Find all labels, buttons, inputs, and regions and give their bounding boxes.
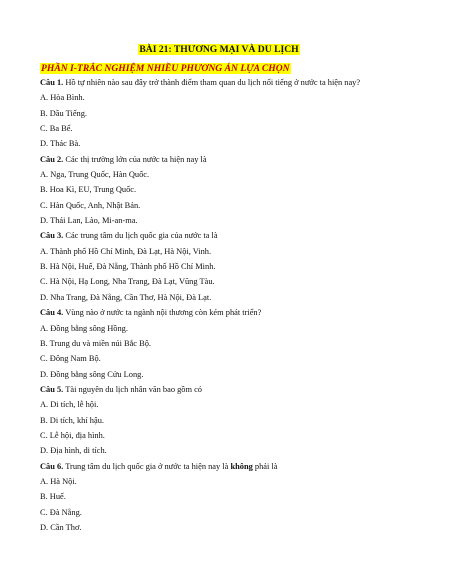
question-5-option-b: B. Di tích, khí hậu.	[40, 415, 104, 425]
question-2-number: Câu 2.	[40, 154, 64, 164]
question-2	[40, 155, 398, 165]
question-1-option-a: A. Hòa Bình.	[40, 93, 85, 103]
question-4-number: Câu 4.	[40, 308, 64, 318]
section-line	[40, 60, 398, 76]
question-4-text: Vùng nào ở nước ta ngành nội thương còn kém phát triển?	[65, 308, 262, 318]
question-1-number: Câu 1.	[40, 78, 64, 87]
question-3-number: Câu 3.	[40, 231, 64, 241]
question-6-text-end: phải là	[254, 461, 278, 471]
question-1-option-c: C. Ba Bể.	[40, 124, 73, 134]
question-5-number: Câu 5.	[40, 384, 64, 394]
question-3	[40, 231, 398, 241]
question-4	[40, 308, 398, 318]
question-3-text: Các trung tâm du lịch quốc gia của nước ta là	[65, 231, 218, 241]
question-2-option-b: B. Hoa Kì, EU, Trung Quốc.	[40, 185, 137, 195]
question-6-option-c: C. Đà Nẵng.	[40, 507, 82, 517]
question-6-option-d: D. Cần Thơ.	[40, 522, 82, 532]
section-heading: PHẦN I-TRẮC NGHIỆM NHIỀU PHƯƠNG ÁN LỰA CHỌN	[41, 63, 290, 74]
question-2-option-c: C. Hàn Quốc, Anh, Nhật Bản.	[40, 200, 141, 210]
question-2-option-a: A. Nga, Trung Quốc, Hàn Quốc.	[40, 170, 150, 180]
question-6-keyword: không	[230, 461, 253, 471]
question-5	[40, 385, 398, 395]
question-5-option-a: A. Di tích, lễ hội.	[40, 400, 99, 410]
question-3-option-c: C. Hà Nội, Hạ Long, Nha Trang, Đà Lạt, Vũng Tàu.	[40, 277, 215, 287]
question-2-option-d: D. Thái Lan, Lào, Mi-an-ma.	[40, 216, 138, 226]
question-3-option-a: A. Thành phố Hồ Chí Minh, Đà Lạt, Hà Nội, Vinh.	[40, 246, 212, 256]
question-6-option-b: B. Huế.	[40, 492, 66, 502]
question-6-text: Trung tâm du lịch quốc gia ở nước ta hiện nay là	[65, 461, 229, 471]
question-3-option-b: B. Hà Nội, Huế, Đà Nẵng, Thành phố Hồ Chí Minh.	[40, 262, 216, 272]
question-3-option-d: D. Nha Trang, Đà Nẵng, Cần Thơ, Hà Nội, Đà Lạt.	[40, 292, 212, 302]
question-5-option-d: D. Địa hình, di tích.	[40, 446, 107, 456]
question-1	[40, 78, 398, 88]
question-4-option-c: C. Đông Nam Bộ.	[40, 354, 101, 364]
question-6-number: Câu 6.	[40, 461, 64, 471]
question-6-option-a: A. Hà Nội.	[40, 476, 77, 486]
title-line	[40, 41, 398, 57]
question-5-option-c: C. Lễ hội, địa hình.	[40, 430, 105, 440]
question-1-text: Hồ tự nhiên nào sau đây trở thành điểm tham quan du lịch nổi tiếng ở nước ta hiện nay?	[65, 78, 361, 87]
question-6	[40, 462, 398, 472]
question-4-option-b: B. Trung du và miền núi Bắc Bộ.	[40, 338, 151, 348]
question-4-option-d: D. Đồng bằng sông Cửu Long.	[40, 369, 144, 379]
question-1-option-d: D. Thác Bà.	[40, 139, 81, 149]
lesson-title: BÀI 21: THƯƠNG MẠI VÀ DU LỊCH	[139, 44, 299, 55]
question-2-text: Các thị trường lớn của nước ta hiện nay là	[65, 154, 207, 164]
question-5-text: Tài nguyên du lịch nhân văn bao gồm có	[65, 384, 202, 394]
question-1-option-b: B. Dầu Tiếng.	[40, 108, 88, 118]
question-4-option-a: A. Đồng bằng sông Hồng.	[40, 323, 128, 333]
